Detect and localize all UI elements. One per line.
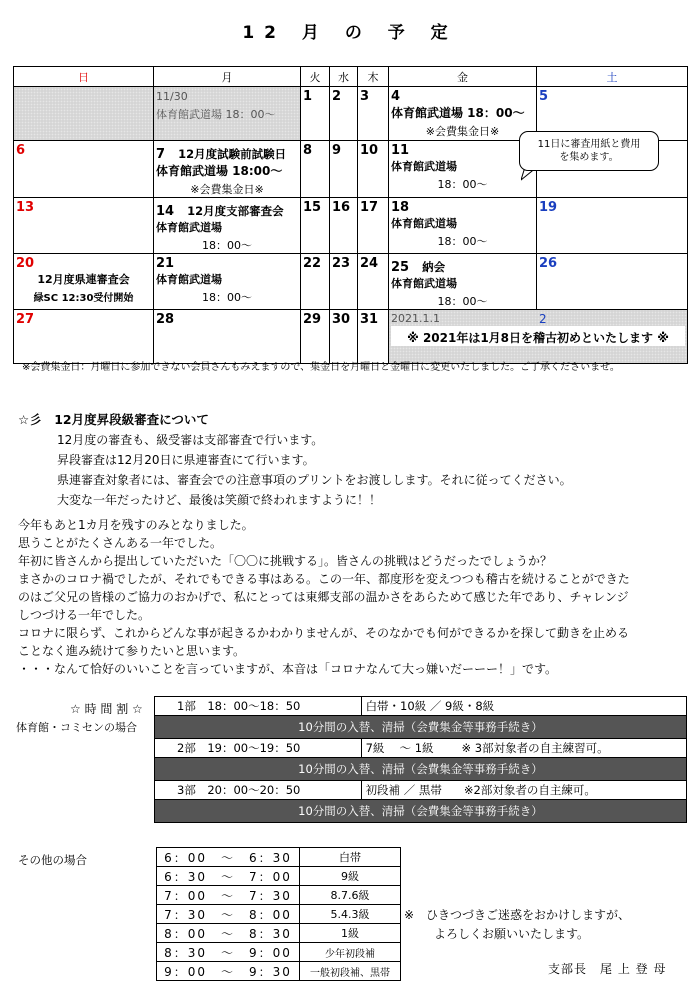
grade-label: 7級 ～ 1級	[365, 741, 434, 755]
table-row	[157, 867, 401, 886]
section-line: 昇段審査は12月20日に県連審査にて行います。	[57, 453, 315, 467]
timetable-label: ☆ 時 間 割 ☆	[70, 702, 143, 716]
slot-grade: 8.7.6級	[300, 886, 401, 905]
section-line: 12月度の審査も、級受審は支部審査で行います。	[57, 433, 324, 447]
message-line: まさかのコロナ禍でしたが、それでもできる事はある。この一年、都度形を変えつつも稽古を続けることができた	[18, 572, 630, 586]
part-label: 2部	[177, 741, 196, 755]
table-row	[155, 781, 687, 800]
calendar-day	[154, 198, 301, 254]
weekday-header	[14, 67, 688, 87]
calendar-day	[301, 254, 330, 310]
calendar-day	[301, 87, 330, 141]
day-number	[154, 141, 300, 162]
day-number: 5	[539, 89, 549, 104]
day-number: 17	[360, 200, 379, 215]
message-line: 思うことがたくさんある一年でした。	[18, 536, 223, 550]
section-body	[57, 430, 572, 510]
day-number-value: 7	[156, 147, 166, 162]
event-venue: 体育館武道場	[156, 273, 222, 286]
day-number: 13	[16, 200, 35, 215]
calendar-week	[14, 310, 688, 364]
event-venue: 体育館武道場	[391, 160, 457, 173]
table-row	[155, 697, 687, 716]
calendar-day	[330, 254, 358, 310]
event-venue: 緑SC 12:30受付開始	[33, 293, 134, 304]
grade-note: ※ 3部対象者の自主練習可。	[461, 741, 609, 755]
event-venue: 体育館武道場 18：00～	[156, 108, 276, 121]
calendar-day	[389, 141, 537, 198]
calendar-day	[358, 87, 389, 141]
day-number: 28	[156, 312, 175, 327]
event-title: 12月度支部審査会	[187, 204, 284, 218]
calendar-day	[537, 198, 688, 254]
message-line: ・・・なんて恰好のいいことを言っていますが、本音は「コロナなんて大っ嫌いだーーー！」です。	[18, 662, 558, 676]
calendar-day	[330, 87, 358, 141]
event-time: 18：00～	[437, 178, 488, 191]
page-title: 12 月 の 予 定	[242, 23, 458, 43]
day-number-value: 25	[391, 260, 410, 275]
timetable-slot	[155, 739, 362, 758]
day-number: 22	[303, 256, 322, 271]
day-number: 18	[391, 200, 410, 215]
day-number: 4	[391, 89, 401, 104]
day-number: 10	[360, 143, 379, 158]
calendar-day	[154, 254, 301, 310]
calendar-day	[154, 310, 301, 364]
new-year-note: ※ 2021年は1月8日を稽古初めといたします ※	[391, 326, 685, 346]
event-venue: 体育館武道場 18:00～	[156, 164, 283, 178]
part-label: 1部	[177, 699, 196, 713]
grade-note: ※2部対象者の自主練可。	[463, 783, 596, 797]
slot-grade: 5.4.3級	[300, 905, 401, 924]
event-note: ※会費集金日※	[190, 183, 264, 196]
calendar-day	[301, 310, 330, 364]
calendar-day	[301, 198, 330, 254]
event-note: ※会費集金日※	[425, 125, 500, 138]
timetable-grade	[361, 781, 686, 800]
timetable-slot	[155, 781, 362, 800]
message-line: コロナに限らず、これからどんな事が起きるかわかりませんが、そのなかでも何ができるかを探して動きを止める	[18, 626, 630, 640]
timetable	[154, 696, 687, 823]
calendar-week	[14, 198, 688, 254]
day-number: 21	[156, 256, 175, 271]
calendar-day-empty	[14, 87, 154, 141]
table-row	[155, 716, 687, 739]
calendar-table	[13, 66, 688, 364]
day-number: 19	[539, 200, 558, 215]
slot-time: 9：00 ～ 9：30	[157, 962, 300, 981]
day-number: 3	[360, 89, 370, 104]
slot-grade: 9級	[300, 867, 401, 886]
day-number: 11/30	[156, 90, 188, 103]
message-line: 年初に皆さんから提出していただいた「〇〇に挑戦する」。皆さんの挑戦はどうだったでしょうか？	[18, 554, 553, 568]
table-row	[155, 739, 687, 758]
weekday-sat: 土	[537, 67, 688, 87]
timetable-slot	[155, 697, 362, 716]
slot-time: 8：30 ～ 9：00	[157, 943, 300, 962]
day-number: 16	[332, 200, 351, 215]
table-row	[157, 848, 401, 867]
day-number: 2021.1.1	[391, 312, 440, 325]
table-row	[157, 943, 401, 962]
calendar-day	[330, 198, 358, 254]
calendar-day	[14, 254, 154, 310]
day-number-value: 14	[156, 204, 175, 219]
timetable-grade	[361, 739, 686, 758]
day-number: 15	[303, 200, 322, 215]
table-row	[157, 905, 401, 924]
calendar-day	[537, 254, 688, 310]
part-time: 20：00～20：50	[207, 783, 301, 797]
slot-time: 6：30 ～ 7：00	[157, 867, 300, 886]
calendar-note: ※会費集金日：月曜日に参加できない会員さんもみえますので、集金日を月曜日と金曜日に変更いたしました。ご了承くださいませ。	[22, 362, 620, 373]
day-number: 31	[360, 312, 379, 327]
day-number: 20	[16, 256, 35, 271]
notice-line: ※ ひきつづきご迷惑をおかけしますが、	[404, 908, 631, 922]
event-title: 12月度試験前試験日	[178, 147, 287, 161]
day-number: 27	[16, 312, 35, 327]
weekday-mon: 月	[154, 67, 301, 87]
notice-line: よろしくお願いいたします。	[434, 927, 590, 941]
table-row	[155, 800, 687, 823]
slot-grade: 1級	[300, 924, 401, 943]
calendar-day	[14, 310, 154, 364]
calendar-week	[14, 254, 688, 310]
calendar-day	[358, 198, 389, 254]
grade-label: 白帯・10級 ／ 9級・8級	[365, 699, 495, 713]
weekday-sun: 日	[14, 67, 154, 87]
slot-grade: 一般初段補、黒帯	[300, 962, 401, 981]
section-heading: ☆彡 12月度昇段級審査について	[18, 412, 209, 427]
calendar-day	[389, 87, 537, 141]
calendar-day	[358, 254, 389, 310]
part-time: 18：00～18：50	[207, 699, 301, 713]
slot-grade: 少年初段補	[300, 943, 401, 962]
calendar-day	[14, 141, 154, 198]
grade-label: 初段補 ／ 黒帯	[365, 783, 442, 797]
event-time: 18：00～	[437, 295, 488, 308]
day-number: 30	[332, 312, 351, 327]
part-label: 3部	[177, 783, 196, 797]
slot-grade: 白帯	[300, 848, 401, 867]
event-venue: 体育館武道場 18：00～	[391, 106, 525, 120]
message-line: のはご父兄の皆様のご協力のおかげで、私にとっては東郷支部の温かさをあらためて感じた年であり、チャレンジ	[18, 590, 629, 604]
day-number: 9	[332, 143, 342, 158]
table-row	[157, 962, 401, 981]
day-number: 2	[332, 89, 342, 104]
timetable-venue: 体育館・コミセンの場合	[16, 721, 137, 734]
event-title: 12月度県連審査会	[37, 273, 130, 286]
table-row	[157, 924, 401, 943]
day-number: 11	[391, 143, 410, 158]
calendar-day	[301, 141, 330, 198]
day-number: 2	[539, 312, 547, 326]
event-time: 18：00～	[202, 239, 252, 252]
weekday-wed: 水	[330, 67, 358, 87]
message-paragraph	[18, 516, 693, 678]
callout-line: を集めます。	[559, 152, 619, 163]
calendar-day	[154, 141, 301, 198]
message-line: しつづける一年でした。	[18, 608, 151, 622]
break-bar: 10分間の入替、清掃（会費集金等事務手続き）	[155, 800, 687, 823]
event-venue: 体育館武道場	[391, 277, 457, 290]
day-number	[389, 254, 536, 275]
day-number: 26	[539, 256, 558, 271]
notice	[404, 906, 630, 944]
section-line: 県連審査対象者には、審査会での注意事項のプリントをお渡しします。それに従ってください。	[57, 473, 572, 487]
calendar-day	[330, 310, 358, 364]
callout-line: 11日に審査用紙と費用	[537, 139, 641, 150]
day-number: 24	[360, 256, 379, 271]
calendar-day	[154, 87, 301, 141]
weekday-thu: 木	[358, 67, 389, 87]
table-row	[157, 886, 401, 905]
part-time: 19：00～19：50	[207, 741, 301, 755]
signature: 支部長 尾 上 登 母	[548, 962, 667, 976]
slot-time: 7：30 ～ 8：00	[157, 905, 300, 924]
event-title: 納会	[422, 260, 446, 274]
day-number: 1	[303, 89, 313, 104]
calendar-day	[389, 254, 537, 310]
event-time: 18：00～	[202, 291, 252, 304]
section-line: 大変な一年だったけど、最後は笑顔で終われますように！！	[57, 493, 382, 507]
table-row	[155, 758, 687, 781]
day-number: 8	[303, 143, 313, 158]
timetable-grade	[361, 697, 686, 716]
calendar-day	[330, 141, 358, 198]
event-venue: 体育館武道場	[391, 217, 457, 230]
break-bar: 10分間の入替、清掃（会費集金等事務手続き）	[155, 716, 687, 739]
callout-bubble	[519, 131, 659, 171]
calendar-day	[358, 141, 389, 198]
other-schedule-table	[156, 847, 401, 981]
message-line: ことなく進み続けて参りたいと思います。	[18, 644, 246, 658]
calendar-day-next-month	[389, 310, 688, 364]
calendar-day	[358, 310, 389, 364]
day-number: 29	[303, 312, 322, 327]
day-number	[154, 198, 300, 219]
break-bar: 10分間の入替、清掃（会費集金等事務手続き）	[155, 758, 687, 781]
event-time: 18：00～	[437, 235, 488, 248]
day-number: 6	[16, 143, 26, 158]
other-label: その他の場合	[18, 853, 87, 867]
event-venue: 体育館武道場	[156, 221, 222, 234]
slot-time: 7：00 ～ 7：30	[157, 886, 300, 905]
message-line: 今年もあと1カ月を残すのみとなりました。	[18, 518, 254, 532]
calendar-day	[14, 198, 154, 254]
weekday-tue: 火	[301, 67, 330, 87]
slot-time: 6：00 ～ 6：30	[157, 848, 300, 867]
slot-time: 8：00 ～ 8：30	[157, 924, 300, 943]
calendar-day	[389, 198, 537, 254]
weekday-fri: 金	[389, 67, 537, 87]
day-number: 23	[332, 256, 351, 271]
